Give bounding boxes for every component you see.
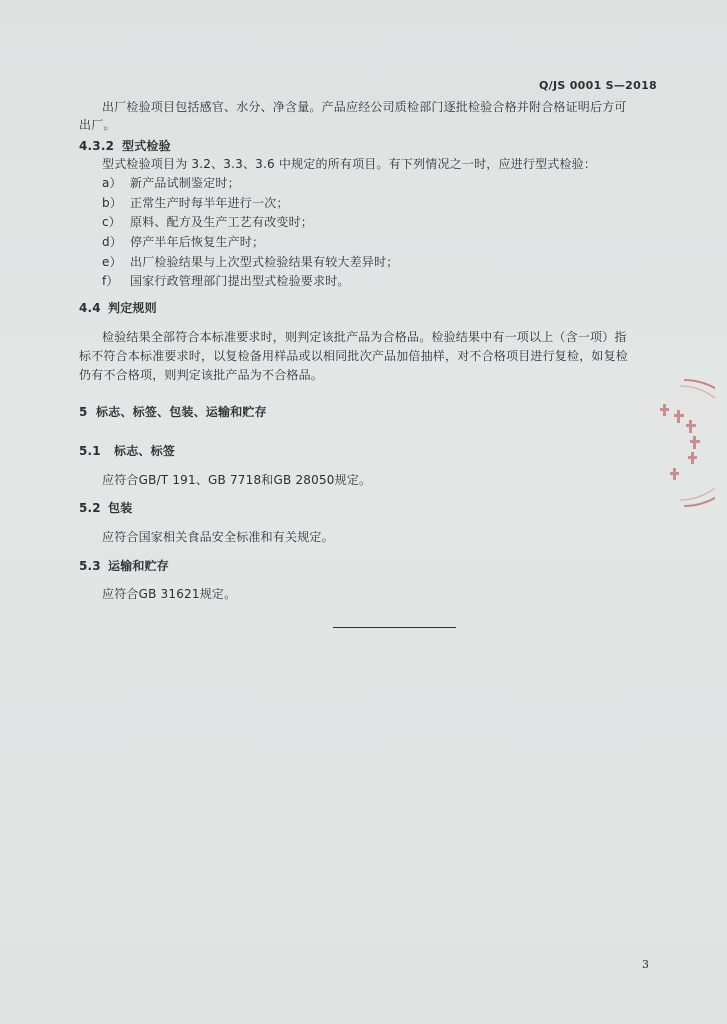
type-inspection-intro: 型式检验项目为 3.2、3.3、3.6 中规定的所有项目。有下列情况之一时，应进行型式检验： <box>102 157 597 171</box>
section-5-1-text: 应符合GB/T 191、GB 7718和GB 28050规定。 <box>102 473 372 487</box>
list-item-text: 出厂检验结果与上次型式检验结果有较大差异时； <box>130 255 399 269</box>
list-item-label: c） <box>102 215 121 229</box>
standard-code: Q/JS 0001 S—2018 <box>539 79 657 92</box>
section-5-title: 标志、标签、包装、运输和贮存 <box>96 405 267 419</box>
list-item-text: 原料、配方及生产工艺有改变时； <box>130 215 314 229</box>
section-4-3-2-title: 型式检验 <box>122 139 171 153</box>
judgement-rules-line-1: 检验结果全部符合本标准要求时，则判定该批产品为合格品。检验结果中有一项以上（含一项）指 <box>102 330 627 344</box>
judgement-rules-line-3: 仍有不合格项，则判定该批产品为不合格品。 <box>79 368 324 382</box>
list-item-label: a） <box>102 176 122 190</box>
judgement-rules-line-2: 标不符合本标准要求时，以复检备用样品或以相同批次产品加倍抽样，对不合格项目进行复检，如复检 <box>79 349 629 363</box>
section-5-3-number: 5.3 <box>79 559 101 573</box>
section-5-3-text: 应符合GB 31621规定。 <box>102 587 237 601</box>
factory-inspection-line-2: 出厂。 <box>79 118 116 132</box>
section-4-4-number: 4.4 <box>79 301 101 315</box>
list-item-label: e） <box>102 255 122 269</box>
section-5-2-title: 包装 <box>108 501 133 515</box>
list-item-text: 停产半年后恢复生产时； <box>130 235 265 249</box>
section-5-3-title: 运输和贮存 <box>108 559 170 573</box>
red-seal-stamp <box>640 378 715 508</box>
list-item-text: 正常生产时每半年进行一次； <box>130 196 289 210</box>
section-5-2-number: 5.2 <box>79 501 101 515</box>
section-5-1-title: 标志、标签 <box>114 444 176 458</box>
section-5-number: 5 <box>79 405 88 419</box>
factory-inspection-line-1: 出厂检验项目包括感官、水分、净含量。产品应经公司质检部门逐批检验合格并附合格证明后方可 <box>102 100 627 114</box>
list-item-label: d） <box>102 235 123 249</box>
list-item-text: 国家行政管理部门提出型式检验要求时。 <box>130 274 350 288</box>
list-item-label: f） <box>102 274 119 288</box>
section-5-2-text: 应符合国家相关食品安全标准和有关规定。 <box>102 530 334 544</box>
end-rule <box>333 627 456 628</box>
section-5-1-number: 5.1 <box>79 444 101 458</box>
list-item-text: 新产品试制鉴定时； <box>130 176 240 190</box>
section-4-3-2-number: 4.3.2 <box>79 139 115 153</box>
section-4-4-title: 判定规则 <box>108 301 157 315</box>
page-number: 3 <box>642 958 649 971</box>
list-item-label: b） <box>102 196 123 210</box>
